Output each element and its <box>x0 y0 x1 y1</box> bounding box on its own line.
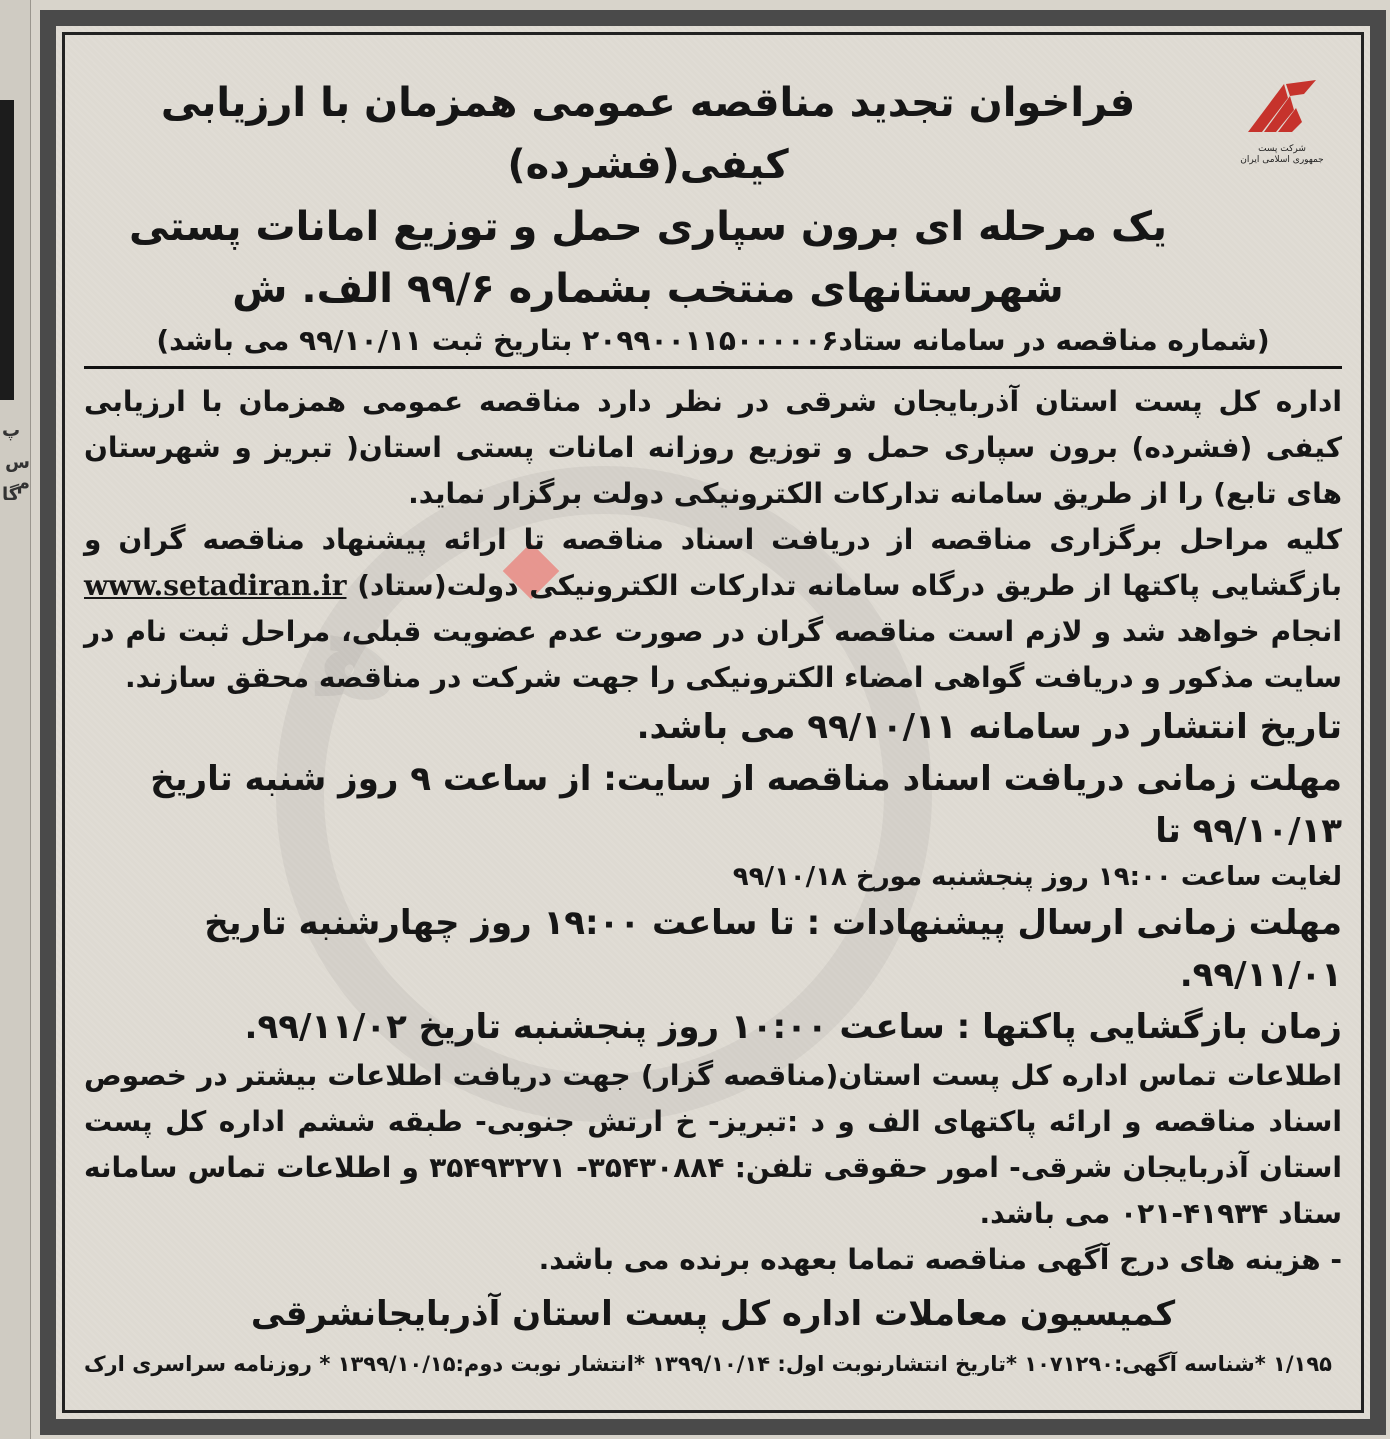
ad-footer: ۱/۱۹۵ *شناسه آگهی:۱۰۷۱۲۹۰ *تاریخ انتشارنوبت اول: ۱۳۹۹/۱۰/۱۴ *انتشار نوبت دوم:۱۳۹۹/۱۰/۱۵ * روزنامه سراسری ارک <box>84 1352 1332 1376</box>
procedure-paragraph <box>84 517 1342 701</box>
commission-signature: کمیسیون معاملات اداره کل پست استان آذربایجانشرقی <box>250 1294 1176 1334</box>
logo-caption-2: جمهوری اسلامی ایران <box>1240 155 1324 165</box>
title-line-3: شهرستانهای منتخب بشماره ۹۹/۶ الف. ش <box>232 266 1064 312</box>
margin-fragment: پ <box>2 420 21 441</box>
title-line-1: فراخوان تجدید مناقصه عمومی همزمان با ارزیابی کیفی(فشرده) <box>160 80 1136 188</box>
cost-note: - هزینه های درج آگهی مناقصه تماما بعهده برنده می باشد. <box>538 1243 1342 1276</box>
registration-number: (شماره مناقصه در سامانه ستاد۲۰۹۹۰۰۱۱۵۰۰۰۰۰۶ بتاریخ ثبت ۹۹/۱۰/۱۱ می باشد) <box>84 320 1342 369</box>
adjacent-column-bar <box>0 100 14 400</box>
procedure-text-1: کلیه مراحل برگزاری مناقصه از دریافت اسناد مناقصه تا ارائه پیشنهاد مناقصه گران و بازگشایی پاکتها از طریق درگاه سامانه تدارکات الکترونیکی دولت(ستاد) <box>84 523 1343 602</box>
tender-advertisement <box>40 10 1386 1435</box>
procedure-text-2: انجام خواهد شد و لازم است مناقصه گران در صورت عدم عضویت قبلی، مراحل ثبت نام در سایت مذکور و دریافت گواهی امضاء الکترونیکی را جهت شرکت در مناقصه محقق سازند. <box>84 615 1342 694</box>
watermark-glyph: ه‍ <box>316 586 400 725</box>
bid-deadline: مهلت زمانی ارسال پیشنهادات : تا ساعت ۱۹:۰۰ روز چهارشنبه تاریخ ۹۹/۱۱/۰۱. <box>204 903 1342 995</box>
title-line-2: یک مرحله ای برون سپاری حمل و توزیع امانات پستی <box>129 204 1167 250</box>
adjacent-page-margin <box>0 0 31 1439</box>
ad-content <box>84 72 1342 1381</box>
document-deadline-end: لغایت ساعت ۱۹:۰۰ روز پنجشنبه مورخ ۹۹/۱۰/۱۸ <box>732 862 1342 892</box>
intro-paragraph: اداره کل پست استان آذربایجان شرقی در نظر دارد مناقصه عمومی همزمان با ارزیابی کیفی (فشرده) برون سپاری حمل و توزیع روزانه امانات پستی استان( تبریز و شهرستان های تابع) را از طریق سامانه تدارکات الکترونیکی دولت برگزار نماید. <box>84 385 1342 510</box>
document-deadline: مهلت زمانی دریافت اسناد مناقصه از سایت: از ساعت ۹ روز شنبه تاریخ ۹۹/۱۰/۱۳ تا <box>150 759 1342 851</box>
logo-caption-1: شرکت پست <box>1258 144 1306 154</box>
margin-fragment: گا <box>2 484 20 505</box>
contact-information: اطلاعات تماس اداره کل پست استان(مناقصه گزار) جهت دریافت اطلاعات بیشتر در خصوص اسناد مناقصه و ارائه پاکتهای الف و د :تبریز- خ ارتش جنوبی- طبقه ششم اداره کل پست استان آذربایجان شرقی- امور حقوقی تلفن: ۳۵۴۳۰۸۸۴- ۳۵۴۹۳۲۷۱ و اطلاعات تماس سامانه ستاد ۴۱۹۳۴-۰۲۱ می باشد. <box>84 1059 1342 1230</box>
publish-date: تاریخ انتشار در سامانه ۹۹/۱۰/۱۱ می باشد. <box>636 707 1342 747</box>
opening-time: زمان بازگشایی پاکتها : ساعت ۱۰:۰۰ روز پنجشنبه تاریخ ۹۹/۱۱/۰۲. <box>244 1007 1342 1047</box>
margin-fragment: س م <box>5 452 30 494</box>
setadiran-link[interactable]: www.setadiran.ir <box>84 569 347 602</box>
